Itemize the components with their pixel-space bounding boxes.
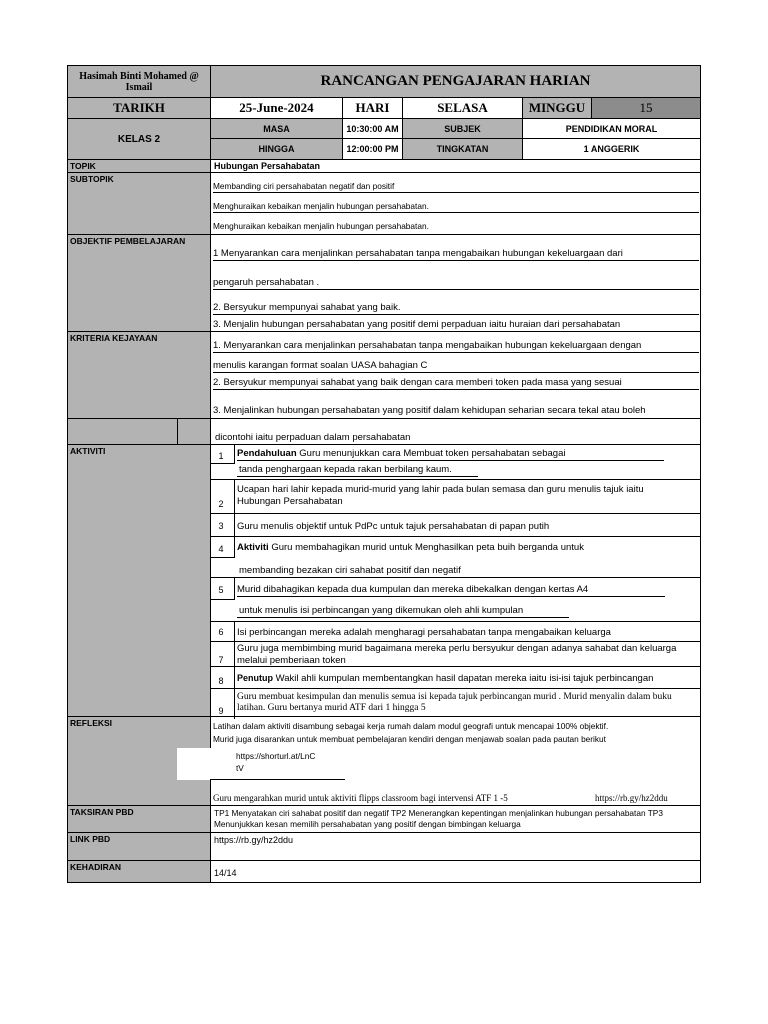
activity-number: 9 — [218, 706, 224, 716]
subtopik-content — [210, 172, 701, 235]
topik-value: Hubungan Persahabatan — [210, 159, 701, 173]
tarikh-label: TARIKH — [67, 97, 211, 119]
masa-label: MASA — [210, 118, 343, 139]
activity-number: 8 — [218, 676, 224, 686]
activity-number: 5 — [218, 585, 224, 595]
activity-text: Murid dibahagikan kepada dua kumpulan dan mereka dibekalkan dengan kertas A4 — [237, 584, 665, 597]
activity-item — [210, 688, 700, 718]
hingga-label: HINGGA — [210, 138, 343, 160]
refleksi-content — [210, 716, 701, 806]
subtopik-line: Membanding ciri persahabatan negatif dan positif — [213, 181, 699, 193]
refleksi-link-box — [210, 748, 345, 780]
activity-number: 4 — [218, 544, 224, 554]
link-pbd-link[interactable]: https://rb.gy/hz2ddu — [214, 835, 294, 845]
activity-text: Isi perbincangan mereka adalah mengharagi persahabatan tanpa mengabaikan keluarga — [237, 627, 611, 638]
kriteria-content — [210, 331, 701, 419]
refleksi-line: Latihan dalam aktiviti disambung sebagai kerja rumah dalam modul geografi untuk mencapai 100% objektif. — [213, 721, 609, 731]
objektif-content — [210, 234, 701, 332]
taksiran-label: TAKSIRAN PBD — [67, 805, 211, 833]
tingkatan-label: TINGKATAN — [402, 138, 523, 160]
minggu-label: MINGGU — [522, 97, 592, 119]
subtopik-line: Menghuraikan kebaikan menjalin hubungan persahabatan. — [213, 221, 429, 231]
activity-text: Penutup Wakil ahli kumpulan membentangkan hasil dapatan mereka iaitu isi-isi tajuk perbincangan — [237, 673, 654, 684]
activity-text: Pendahuluan Guru menunjukkan cara Membuat token persahabatan sebagai — [237, 448, 664, 461]
activity-item — [210, 445, 700, 478]
activity-item — [210, 641, 700, 666]
subtopik-label: SUBTOPIK — [67, 172, 211, 235]
activity-item — [210, 479, 700, 513]
activity-text-cont: tanda penghargaan kepada rakan berbilang kaum. — [237, 464, 478, 477]
teacher-name: Hasimah Binti Mohamed @ Ismail — [67, 65, 211, 98]
refleksi-label: REFLEKSI — [67, 716, 211, 806]
kriteria-spacer-cell — [177, 418, 211, 445]
refleksi-link[interactable]: https://rb.gy/hz2ddu — [595, 793, 668, 803]
objektif-line: 1 Menyarankan cara menjalinkan persahabatan tanpa mengabaikan hubungan kekeluargaan dari — [213, 248, 699, 261]
activity-item — [210, 666, 700, 688]
minggu-value: 15 — [591, 97, 701, 119]
kehadiran-label: KEHADIRAN — [67, 860, 211, 883]
refleksi-link[interactable]: https://shorturl.at/LnC — [236, 751, 316, 761]
activity-number: 6 — [218, 627, 224, 637]
activity-number: 3 — [218, 521, 224, 531]
topik-label: TOPIK — [67, 159, 211, 173]
activity-number: 7 — [218, 655, 224, 665]
activity-text: Guru membuat kesimpulan dan menulis semua isi kepada tajuk perbincangan murid . Murid menyalin dalam buku latihan. Guru bertanya murid ATF dari 1 hingga 5 — [237, 692, 672, 713]
hingga-value: 12:00:00 PM — [342, 138, 403, 160]
aktiviti-content — [210, 444, 701, 717]
subjek-label: SUBJEK — [402, 118, 523, 139]
kriteria-line: 2. Bersyukur mempunyai sahabat yang baik dengan cara memberi token pada masa yang sesuai — [213, 377, 699, 390]
activity-item — [210, 513, 700, 536]
activity-text: Guru juga membimbing murid bagaimana mereka perlu bersyukur dengan adanya sahabat dan keluarga melalui pemberiaan token — [237, 643, 677, 666]
hari-label: HARI — [342, 97, 403, 119]
kehadiran-value: 14/14 — [210, 860, 701, 883]
activity-number: 2 — [218, 499, 224, 509]
link-pbd-value — [210, 832, 701, 861]
activity-item — [210, 577, 700, 621]
subtopik-line: Menghuraikan kebaikan menjalin hubungan persahabatan. — [213, 201, 699, 213]
objektif-line: 2. Bersyukur mempunyai sahabat yang baik. — [213, 302, 699, 315]
kriteria-spacer-cell — [67, 418, 178, 445]
activity-text-cont: membanding bezakan ciri sahabat positif dan negatif — [237, 565, 471, 578]
activity-number: 1 — [218, 451, 224, 461]
refleksi-blank-patch — [177, 748, 210, 780]
masa-value: 10:30:00 AM — [342, 118, 403, 139]
activity-item — [210, 621, 700, 641]
refleksi-line: Guru mengarahkan murid untuk aktiviti flipps classroom bagi intervensi ATF 1 -5 — [213, 793, 508, 803]
activity-text: Ucapan hari lahir kepada murid-murid yang lahir pada bulan semasa dan guru menulis tajuk iaitu Hubungan Persahabatan — [237, 484, 644, 507]
refleksi-link[interactable]: tV — [236, 763, 244, 773]
link-pbd-label: LINK PBD — [67, 832, 211, 861]
kelas-label: KELAS 2 — [67, 118, 211, 160]
subjek-value: PENDIDIKAN MORAL — [522, 118, 701, 139]
activity-text-cont: untuk menulis isi perbincangan yang dikemukan oleh ahli kumpulan — [237, 605, 569, 618]
kriteria-content-cont — [210, 418, 701, 445]
tarikh-value: 25-June-2024 — [210, 97, 343, 119]
objektif-label: OBJEKTIF PEMBELAJARAN — [67, 234, 211, 332]
activity-item — [210, 536, 700, 577]
activity-text: Aktiviti Guru membahagikan murid untuk Menghasilkan peta buih berganda untuk — [237, 542, 584, 553]
kriteria-line: dicontohi iaitu perpaduan dalam persahabatan — [215, 432, 443, 445]
activity-text: Guru menulis objektif untuk PdPc untuk tajuk persahabatan di papan putih — [237, 521, 550, 532]
objektif-line: pengaruh persahabatan . — [213, 277, 699, 290]
kriteria-label: KRITERIA KEJAYAAN — [67, 331, 211, 419]
hari-value: SELASA — [402, 97, 523, 119]
kriteria-line: menulis karangan format soalan UASA bahagian C — [213, 360, 699, 373]
kriteria-line: 3. Menjalinkan hubungan persahabatan yang positif dalam kehidupan seharian secara tekal atau boleh — [213, 405, 646, 416]
taksiran-value: TP1 Menyatakan ciri sahabat positif dan negatif TP2 Menerangkan kepentingan menjalinkan hubungan persahabatan TP3 Menunjukkan kesan memilih persahabatan yang positif dengan bimbingan keluarga — [210, 805, 701, 833]
objektif-line: 3. Menjalin hubungan persahabatan yang positif demi perpaduan iaitu huraian dari persahabatan — [213, 319, 621, 330]
tingkatan-value: 1 ANGGERIK — [522, 138, 701, 160]
kriteria-line: 1. Menyarankan cara menjalinkan persahabatan tanpa mengabaikan hubungan kekeluargaan dengan — [213, 340, 699, 353]
aktiviti-label: AKTIVITI — [67, 444, 211, 717]
document-title: RANCANGAN PENGAJARAN HARIAN — [210, 65, 701, 98]
refleksi-line: Murid juga disarankan untuk membuat pembelajaran kendiri dengan menjawab soalan pada pautan berikut — [213, 734, 606, 744]
